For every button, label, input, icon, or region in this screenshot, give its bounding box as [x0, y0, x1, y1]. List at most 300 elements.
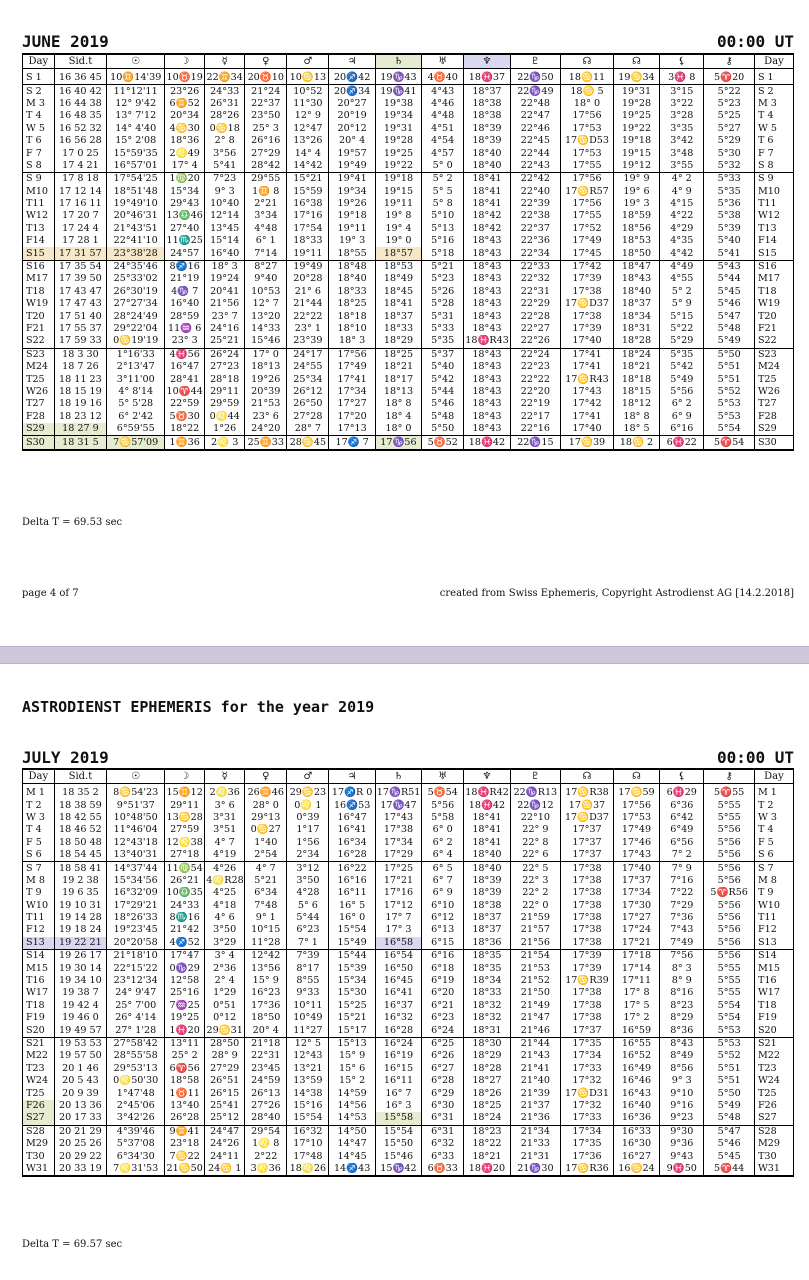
position-cell: 18°18	[329, 310, 375, 322]
position-cell: 16°27	[613, 1150, 659, 1162]
position-cell: 3°35	[660, 123, 704, 135]
position-cell: 7°43	[660, 924, 704, 936]
position-cell: 25♊33	[245, 436, 287, 450]
sidereal-time-cell: 20 5 43	[54, 1075, 107, 1087]
position-cell: 28°42	[245, 160, 287, 173]
sidereal-time-cell: 16 48 35	[54, 110, 107, 122]
position-cell: F28	[754, 411, 793, 423]
position-cell: 18°40	[329, 273, 375, 285]
position-cell: 22°59	[165, 398, 205, 410]
position-cell: 18°33	[329, 286, 375, 298]
position-cell: 7♋57'09	[107, 436, 165, 450]
position-cell: 8°16	[660, 987, 704, 999]
position-cell: 22°15'22	[107, 962, 165, 974]
position-cell: 22°23	[510, 361, 561, 373]
position-cell: 5♈55	[704, 784, 755, 800]
position-cell: 5°36	[704, 198, 755, 210]
position-cell: 26°51	[205, 1075, 245, 1087]
day-cell: S13	[23, 937, 55, 950]
position-cell: 22°22	[510, 373, 561, 385]
position-cell: M 8	[754, 875, 793, 887]
position-cell: 14°59	[329, 1087, 375, 1099]
position-cell: 26°16	[245, 135, 287, 147]
position-cell: 17°45	[561, 247, 614, 260]
position-cell: 22♑R13	[510, 784, 561, 800]
position-cell: 23°50	[245, 110, 287, 122]
position-cell: 22°19	[510, 398, 561, 410]
position-cell: 17♐R 0	[329, 784, 375, 800]
position-cell: 29°59	[205, 398, 245, 410]
position-cell: 2°45'06	[107, 1100, 165, 1112]
table-row	[23, 1163, 794, 1176]
position-cell: 18°42	[464, 223, 510, 235]
position-cell: 17°55	[561, 210, 614, 222]
day-cell: W24	[23, 1075, 55, 1087]
position-cell: 20♉10	[245, 69, 287, 85]
position-cell: F19	[754, 1012, 793, 1024]
sidereal-time-cell: 17 35 54	[54, 260, 107, 273]
position-cell: 17°38	[561, 912, 614, 924]
table-row	[23, 1138, 794, 1150]
position-cell: 6♉33	[422, 1163, 464, 1176]
position-cell: 29°13	[245, 812, 287, 824]
position-cell: 22°32	[510, 273, 561, 285]
position-cell: 6°32	[422, 1138, 464, 1150]
position-cell: 17°38	[561, 286, 614, 298]
position-cell: 5° 9	[660, 298, 704, 310]
position-cell: 17°25	[375, 862, 421, 875]
position-cell: 17°40	[561, 423, 614, 436]
position-cell: 19°25	[375, 147, 421, 159]
position-cell: 21♋50	[165, 1163, 205, 1176]
position-cell: 5°40	[704, 235, 755, 247]
position-cell: 5°51	[704, 1075, 755, 1087]
position-cell: 6°21	[422, 1000, 464, 1012]
position-cell: 19°25	[613, 110, 659, 122]
position-cell: 18°42	[464, 210, 510, 222]
position-cell: 21°57	[510, 924, 561, 936]
position-cell: 6°12	[422, 912, 464, 924]
position-cell: 18°32	[464, 1012, 510, 1024]
position-cell: 1°40	[245, 837, 287, 849]
position-cell: 28°24'49	[107, 310, 165, 322]
position-cell: 5°29	[660, 335, 704, 348]
position-cell: 14°33	[245, 323, 287, 335]
table-row	[23, 123, 794, 135]
delta-t: Delta T = 69.57 sec	[22, 1239, 123, 1250]
day-cell: W26	[23, 386, 55, 398]
table-row	[23, 323, 794, 335]
position-cell: 15°34	[329, 975, 375, 987]
position-cell: M17	[754, 273, 793, 285]
position-cell: 4°18	[205, 900, 245, 912]
position-cell: 17°39	[561, 950, 614, 963]
position-cell: S 2	[754, 85, 793, 98]
column-header: ♀	[245, 54, 287, 69]
position-cell: 5°22	[660, 323, 704, 335]
column-header: ♆	[464, 54, 510, 69]
position-cell: 5° 2	[422, 173, 464, 186]
position-cell: 5°23	[704, 98, 755, 110]
position-cell: 29°43	[165, 198, 205, 210]
position-cell: 18°10	[329, 323, 375, 335]
position-cell: 5°56	[704, 912, 755, 924]
position-cell: 29°55	[245, 173, 287, 186]
position-cell: 21°49	[510, 1000, 561, 1012]
position-cell: 17°38	[561, 924, 614, 936]
position-cell: 12°43	[287, 1050, 329, 1062]
position-cell: 5°49	[704, 1100, 755, 1112]
column-header: ♄	[375, 769, 421, 784]
position-cell: 5°48	[422, 411, 464, 423]
column-header: Day	[754, 769, 793, 784]
position-cell: 5°35	[660, 348, 704, 361]
position-cell: 22° 9	[510, 824, 561, 836]
sidereal-time-cell: 19 26 17	[54, 950, 107, 963]
position-cell: 5♉52	[422, 436, 464, 450]
position-cell: 26°15	[205, 1087, 245, 1099]
position-cell: 1°17	[287, 824, 329, 836]
position-cell: S21	[754, 1037, 793, 1050]
table-row	[23, 310, 794, 322]
position-cell: 19°26	[329, 198, 375, 210]
table-row	[23, 1087, 794, 1099]
position-cell: 17°37	[561, 837, 614, 849]
day-cell: M 8	[23, 875, 55, 887]
position-cell: 9♊41	[165, 1125, 205, 1138]
position-cell: 22°31	[510, 286, 561, 298]
sidereal-time-cell: 18 19 16	[54, 398, 107, 410]
position-cell: 4♑ 7	[165, 286, 205, 298]
position-cell: 21♑30	[510, 1163, 561, 1176]
position-cell: S27	[754, 1112, 793, 1125]
position-cell: 5°53	[704, 398, 755, 410]
position-cell: 13°20	[245, 310, 287, 322]
position-cell: 5°13	[422, 223, 464, 235]
position-cell: 26°21	[165, 875, 205, 887]
position-cell: 18°25	[329, 298, 375, 310]
time-title: 00:00 UT	[716, 32, 794, 51]
position-cell: 18°45	[375, 286, 421, 298]
position-cell: 27°40	[165, 223, 205, 235]
position-cell: 10°52	[287, 85, 329, 98]
position-cell: 2°54	[245, 849, 287, 862]
position-cell: 18°53	[375, 260, 421, 273]
position-cell: 26° 4'14	[107, 1012, 165, 1024]
position-cell: 25°34	[287, 373, 329, 385]
position-cell: 26°50	[287, 398, 329, 410]
position-cell: 2♌49	[165, 147, 205, 159]
position-cell: 21°56	[205, 298, 245, 310]
table-row	[23, 147, 794, 159]
position-cell: 24°55	[287, 361, 329, 373]
position-cell: 16°47	[329, 812, 375, 824]
position-cell: 6°28	[422, 1075, 464, 1087]
position-cell: 16°23	[245, 987, 287, 999]
position-cell: 15°34'56	[107, 875, 165, 887]
day-cell: S 1	[23, 69, 55, 85]
position-cell: 20°41	[205, 286, 245, 298]
position-cell: W12	[754, 210, 793, 222]
position-cell: 10°11	[287, 1000, 329, 1012]
table-row	[23, 1024, 794, 1037]
position-cell: 5°49	[704, 335, 755, 348]
position-cell: 21°43'51	[107, 223, 165, 235]
position-cell: 19° 0	[375, 235, 421, 247]
position-cell: 16°19	[375, 1050, 421, 1062]
position-cell: 18°37	[375, 310, 421, 322]
position-cell: W17	[754, 987, 793, 999]
position-cell: 1♓20	[165, 1024, 205, 1037]
position-cell: 24°20	[245, 423, 287, 436]
position-cell: 6° 1	[245, 235, 287, 247]
table-row	[23, 411, 794, 423]
position-cell: 4°29	[660, 223, 704, 235]
position-cell: 5°44	[704, 273, 755, 285]
column-header: ☿	[205, 769, 245, 784]
position-cell: 5°55	[704, 799, 755, 811]
position-cell: 22°33	[510, 260, 561, 273]
position-cell: 17°14	[613, 962, 659, 974]
position-cell: 14♐43	[329, 1163, 375, 1176]
position-cell: 6°34	[245, 887, 287, 899]
position-cell: 18°55	[329, 247, 375, 260]
column-header: ☿	[205, 54, 245, 69]
position-cell: 17°47	[165, 950, 205, 963]
position-cell: 22♑12	[510, 799, 561, 811]
day-cell: T18	[23, 1000, 55, 1012]
position-cell: 18°31	[464, 1024, 510, 1037]
sidereal-time-cell: 17 4 21	[54, 160, 107, 173]
position-cell: 14°47	[329, 1138, 375, 1150]
position-cell: 20° 4	[245, 1024, 287, 1037]
position-cell: 15° 9	[329, 1050, 375, 1062]
position-cell: 18♓R42	[464, 784, 510, 800]
position-cell: 18°12	[613, 398, 659, 410]
position-cell: 8°43	[660, 1037, 704, 1050]
position-cell: 23° 6	[245, 411, 287, 423]
position-cell: 18°36	[165, 135, 205, 147]
sidereal-time-cell: 16 36 45	[54, 69, 107, 85]
position-cell: 17°38	[561, 900, 614, 912]
position-cell: 16°41	[329, 824, 375, 836]
table-row	[23, 1150, 794, 1162]
position-cell: 18° 0	[561, 98, 614, 110]
ephemeris-page-june	[0, 0, 809, 630]
position-cell: 0♌ 1	[287, 799, 329, 811]
position-cell: 17♑R51	[375, 784, 421, 800]
table-row	[23, 824, 794, 836]
table-row	[23, 135, 794, 147]
position-cell: 6° 2'42	[107, 411, 165, 423]
position-cell: 16° 3	[375, 1100, 421, 1112]
position-cell: 18°43	[464, 361, 510, 373]
column-header: ♀	[245, 769, 287, 784]
position-cell: 21°43	[510, 1050, 561, 1062]
position-cell: 8°27	[245, 260, 287, 273]
position-cell: 5°56	[704, 950, 755, 963]
position-cell: S13	[754, 937, 793, 950]
sidereal-time-cell: 20 25 26	[54, 1138, 107, 1150]
position-cell: 14° 4'40	[107, 123, 165, 135]
position-cell: 5°56	[660, 386, 704, 398]
position-cell: T18	[754, 1000, 793, 1012]
position-cell: 7° 1	[287, 937, 329, 950]
position-cell: 6°23	[287, 924, 329, 936]
position-cell: F 5	[754, 837, 793, 849]
position-cell: 12♌38	[166, 836, 203, 848]
position-cell: 1♌ 8	[245, 1138, 287, 1150]
position-cell: 0♑29	[165, 962, 205, 974]
position-cell: 19°57	[329, 147, 375, 159]
position-cell: 19°34	[375, 110, 421, 122]
position-cell: 29°54	[245, 1125, 287, 1138]
position-cell: 18°13	[375, 386, 421, 398]
position-cell: 22°17	[510, 411, 561, 423]
position-cell: 5°29	[704, 135, 755, 147]
position-cell: 6° 2	[660, 398, 704, 410]
position-cell: 2♌36	[205, 784, 245, 800]
position-cell: 27°26	[245, 1100, 287, 1112]
position-cell: 7°48	[245, 900, 287, 912]
position-cell: M29	[754, 1138, 793, 1150]
day-cell: S16	[23, 260, 55, 273]
column-header: ☊	[613, 769, 659, 784]
position-cell: 18°43	[464, 298, 510, 310]
position-cell: S22	[754, 335, 793, 348]
position-cell: 5°37	[422, 348, 464, 361]
position-cell: W24	[754, 1075, 793, 1087]
position-cell: 19♋34	[613, 69, 659, 85]
sidereal-time-cell: 18 27 9	[54, 423, 107, 436]
day-cell: M 1	[23, 784, 55, 800]
position-cell: 5°44	[287, 912, 329, 924]
sidereal-time-cell: 19 2 38	[54, 875, 107, 887]
day-cell: T 4	[23, 824, 55, 836]
position-cell: 18°37	[613, 298, 659, 310]
position-cell: 15°34	[165, 186, 205, 198]
sidereal-time-cell: 18 3 30	[54, 348, 107, 361]
table-row	[23, 962, 794, 974]
position-cell: 20°34	[165, 110, 205, 122]
position-cell: 11♒ 6	[165, 323, 205, 335]
position-cell: W 3	[754, 812, 793, 824]
day-cell: M10	[23, 186, 55, 198]
position-cell: 5°28	[422, 298, 464, 310]
ephemeris-table-june	[22, 53, 794, 451]
column-header: ♅	[422, 769, 464, 784]
position-cell: 17°48	[287, 1150, 329, 1162]
position-cell: 18°21	[375, 361, 421, 373]
position-cell: 4°48	[245, 223, 287, 235]
position-cell: 4°51	[422, 123, 464, 135]
position-cell: 18°43	[464, 323, 510, 335]
sidereal-time-cell: 20 1 46	[54, 1063, 107, 1075]
position-cell: 5°33	[704, 173, 755, 186]
position-cell: 13°26	[287, 135, 329, 147]
position-cell: 5°48	[704, 1112, 755, 1125]
position-cell: 18°34	[464, 975, 510, 987]
day-cell: T 6	[23, 135, 55, 147]
position-cell: 5°43	[704, 260, 755, 273]
position-cell: 15°59	[287, 186, 329, 198]
position-cell: 6°10	[422, 900, 464, 912]
position-cell: S 9	[754, 173, 793, 186]
position-cell: 19°28	[613, 98, 659, 110]
position-cell: 18°43	[464, 235, 510, 247]
position-cell: 4♉40	[422, 69, 464, 85]
position-cell: 18°21	[613, 361, 659, 373]
position-cell: 6°27	[422, 1063, 464, 1075]
position-cell: 24°33	[165, 900, 205, 912]
position-cell: 19°18	[375, 173, 421, 186]
position-cell: 8° 9	[660, 975, 704, 987]
position-cell: 16°28	[329, 849, 375, 862]
position-cell: 18°43	[464, 348, 510, 361]
column-header: Day	[23, 54, 55, 69]
position-cell: 24°35'46	[107, 260, 165, 273]
position-cell: 13°59	[287, 1075, 329, 1087]
position-cell: 5°27	[704, 123, 755, 135]
position-cell: 22♑50	[510, 69, 561, 85]
position-cell: 2°13'47	[107, 361, 165, 373]
position-cell: 18°43	[613, 273, 659, 285]
sidereal-time-cell: 18 15 19	[54, 386, 107, 398]
position-cell: 6°36	[660, 799, 704, 811]
position-cell: 5°25	[704, 110, 755, 122]
position-cell: 10°48'50	[107, 812, 165, 824]
sidereal-time-cell: 19 49 57	[54, 1024, 107, 1037]
position-cell: 18°40	[464, 147, 510, 159]
position-cell: 17°53	[613, 812, 659, 824]
position-cell: 15° 2'08	[107, 135, 165, 147]
position-cell: 5°53	[704, 411, 755, 423]
position-cell: 18°23	[464, 1125, 510, 1138]
month-header	[22, 748, 794, 768]
position-cell: 2°34	[287, 849, 329, 862]
column-header: ☊	[613, 54, 659, 69]
day-cell: M22	[23, 1050, 55, 1062]
day-cell: T25	[23, 1087, 55, 1099]
position-cell: 18°24	[464, 1112, 510, 1125]
position-cell: 27°18	[165, 849, 205, 862]
position-cell: 16°28	[375, 1024, 421, 1037]
position-cell: 17°49	[329, 361, 375, 373]
position-cell: 11°12'11	[107, 85, 165, 98]
position-cell: 17°29	[375, 849, 421, 862]
position-cell: 19°15	[613, 147, 659, 159]
position-cell: 4° 8'14	[107, 386, 165, 398]
position-cell: 16°32	[287, 1125, 329, 1138]
position-cell: 17°35	[561, 1138, 614, 1150]
position-cell: 22°38	[510, 210, 561, 222]
sidereal-time-cell: 19 22 21	[54, 937, 107, 950]
position-cell: 18°41	[464, 186, 510, 198]
column-header: ☽	[165, 769, 205, 784]
position-cell: T 6	[754, 135, 793, 147]
position-cell: 6°20	[422, 987, 464, 999]
position-cell: 0♋19'19	[107, 335, 165, 348]
position-cell: 5°46	[422, 398, 464, 410]
position-cell: 20♐34	[329, 85, 375, 98]
position-cell: 6°33	[422, 1150, 464, 1162]
position-cell: 18°38	[464, 900, 510, 912]
position-cell: 4° 6	[205, 912, 245, 924]
position-cell: 3♌36	[245, 1163, 287, 1176]
sidereal-time-cell: 17 20 7	[54, 210, 107, 222]
position-cell: 16°47	[165, 361, 205, 373]
table-row	[23, 937, 794, 950]
